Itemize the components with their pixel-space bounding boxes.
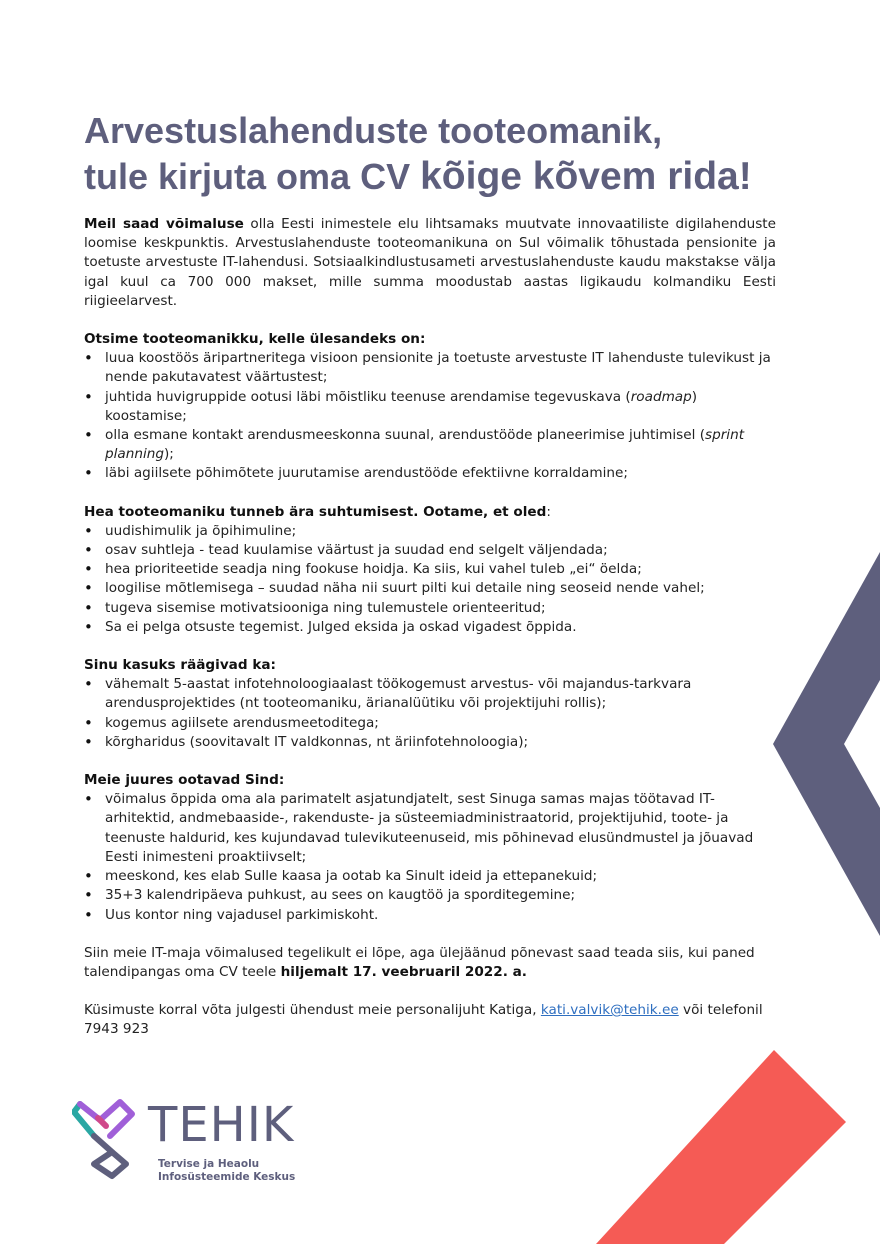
list-item: • osav suhtleja - tead kuulamise väärtust ja suudad end selgelt väljendada;: [84, 541, 776, 560]
list-item: • võimalus õppida oma ala parimatelt asjatundjatelt, sest Sinuga samas majas töötavad IT-arhitektid, andmebaaside-, rakenduste- ja süsteemiadministraatorid, projektijuhid, toote- ja teenuste haldurid, kes kujundavad tulevikuteenuseid, mis põhinevad elusündmustel ja jõuavad Eesti inimesteni proaktiivselt;: [84, 790, 776, 867]
red-diagonal-stripe: [596, 1050, 846, 1244]
offer-list: [84, 790, 776, 924]
list-item: • tugeva sisemise motivatsiooniga ning tulemustele orienteeritud;: [84, 599, 776, 618]
tasks-heading: Otsime tooteomanikku, kelle ülesandeks on:: [84, 331, 426, 348]
contact-text: Küsimuste korral võta julgesti ühendust meie personalijuht Katiga,: [84, 1002, 537, 1019]
task-term: roadmap: [630, 388, 692, 405]
attitude-heading-suffix: :: [546, 503, 551, 520]
logo-wordmark: TEHIK: [148, 1097, 295, 1153]
closing-paragraph: [84, 944, 776, 982]
list-item: • kogemus agiilsete arendusmeetoditega;: [84, 714, 776, 733]
list-item: • 35+3 kalendripäeva puhkust, au sees on kaugtöö ja sporditegemine;: [84, 886, 776, 905]
list-item: • uudishimulik ja õpihimuline;: [84, 522, 776, 541]
list-item: • kõrgharidus (soovitavalt IT valdkonnas, nt äriinfotehnoloogia);: [84, 733, 776, 752]
task-text: juhtida huvigruppide ootusi läbi mõistliku teenuse arendamise tegevuskava (: [105, 388, 631, 405]
contact-phone-text: või telefonil 7943 923: [84, 1002, 763, 1038]
intro-paragraph: [84, 215, 776, 311]
list-item: • Sa ei pelga otsuste tegemist. Julged eksida ja oskad vigadest õppida.: [84, 618, 776, 637]
task-text: luua koostöös äripartneritega visioon pensionite ja toetuste arvestuste IT lahenduste tulevikust ja nende pakutavatest väärtustest;: [105, 350, 771, 386]
list-item: [84, 388, 776, 426]
tasks-list: [84, 349, 776, 483]
list-item: • vähemalt 5-aastat infotehnoloogiaalast töökogemust arvestus- või majandus-tarkvara arendusprojektides (nt tooteomaniku, ärianalüütiku või projektijuhi rollis);: [84, 675, 776, 713]
intro-text: olla Eesti inimestele elu lihtsamaks muutvate innovaatiliste digilahenduste loomise keskpunktis. Arvestuslahenduste tooteomanikuna on Sul võimalik tõhustada pensionite ja toetuste arvestuste IT-lahendusi. Sotsiaalkindlustusameti arvestuslahenduste kaudu makstakse välja igal kuul ca 700 000 makset, mille summa moodustab aastas ligikaudu kolmandiku Eesti riigieelarvest.: [84, 216, 776, 309]
logo-subtitle: [158, 1158, 295, 1184]
task-text: ) koostamise;: [105, 388, 698, 424]
deadline: hiljemalt 17. veebruaril 2022. a.: [280, 963, 527, 980]
contact-paragraph: [84, 1001, 776, 1039]
task-text: );: [164, 446, 174, 463]
bonus-list: [84, 675, 776, 752]
list-item: [84, 464, 776, 483]
list-item: [84, 349, 776, 387]
title-line-1: Arvestuslahenduste tooteomanik,: [84, 110, 663, 151]
offer-heading: Meie juures ootavad Sind:: [84, 772, 285, 789]
task-text: läbi agiilsete põhimõtete juurutamise arendustööde efektiivne korraldamine;: [105, 465, 628, 482]
list-item: • Uus kontor ning vajadusel parkimiskoht.: [84, 906, 776, 925]
tehik-logo: [72, 1096, 332, 1190]
task-term: sprint planning: [105, 427, 745, 463]
page-title: [84, 108, 804, 200]
list-item: • meeskond, kes elab Sulle kaasa ja ootab ka Sinult ideid ja ettepanekuid;: [84, 867, 776, 886]
logo-subtitle-line-2: Infosüsteemide Keskus: [158, 1171, 296, 1183]
tehik-heart-logo-icon: [72, 1096, 142, 1186]
attitude-heading: [84, 503, 776, 522]
list-item: • loogilise mõtlemisega – suudad näha nii suurt pilti kui detaile ning seoseid nende vahel;: [84, 579, 776, 598]
intro-lead: Meil saad võimaluse: [84, 216, 244, 232]
attitude-list: [84, 522, 776, 637]
task-text: olla esmane kontakt arendusmeeskonna suunal, arendustööde planeerimise juhtimisel (: [105, 427, 705, 444]
list-item: [84, 426, 776, 464]
list-item: • hea prioriteetide seadja ning fookuse hoidja. Ka siis, kui vahel tuleb „ei“ öelda;: [84, 560, 776, 579]
bonus-heading: Sinu kasuks räägivad ka:: [84, 657, 276, 674]
attitude-heading-text: Hea tooteomaniku tunneb ära suhtumisest. Ootame, et oled: [84, 503, 547, 520]
logo-subtitle-line-1: Tervise ja Heaolu: [158, 1158, 260, 1170]
title-line-2a: tule kirjuta oma CV: [84, 156, 411, 197]
title-line-2b: kõige kõvem rida!: [420, 155, 752, 198]
contact-email-link[interactable]: kati.valvik@tehik.ee: [540, 1002, 679, 1019]
closing-text: Siin meie IT-maja võimalused tegelikult ei lõpe, aga ülejäänud põnevast saad teada siis, kui paned talendipangas oma CV teele: [84, 944, 755, 980]
job-description: [84, 215, 776, 1040]
